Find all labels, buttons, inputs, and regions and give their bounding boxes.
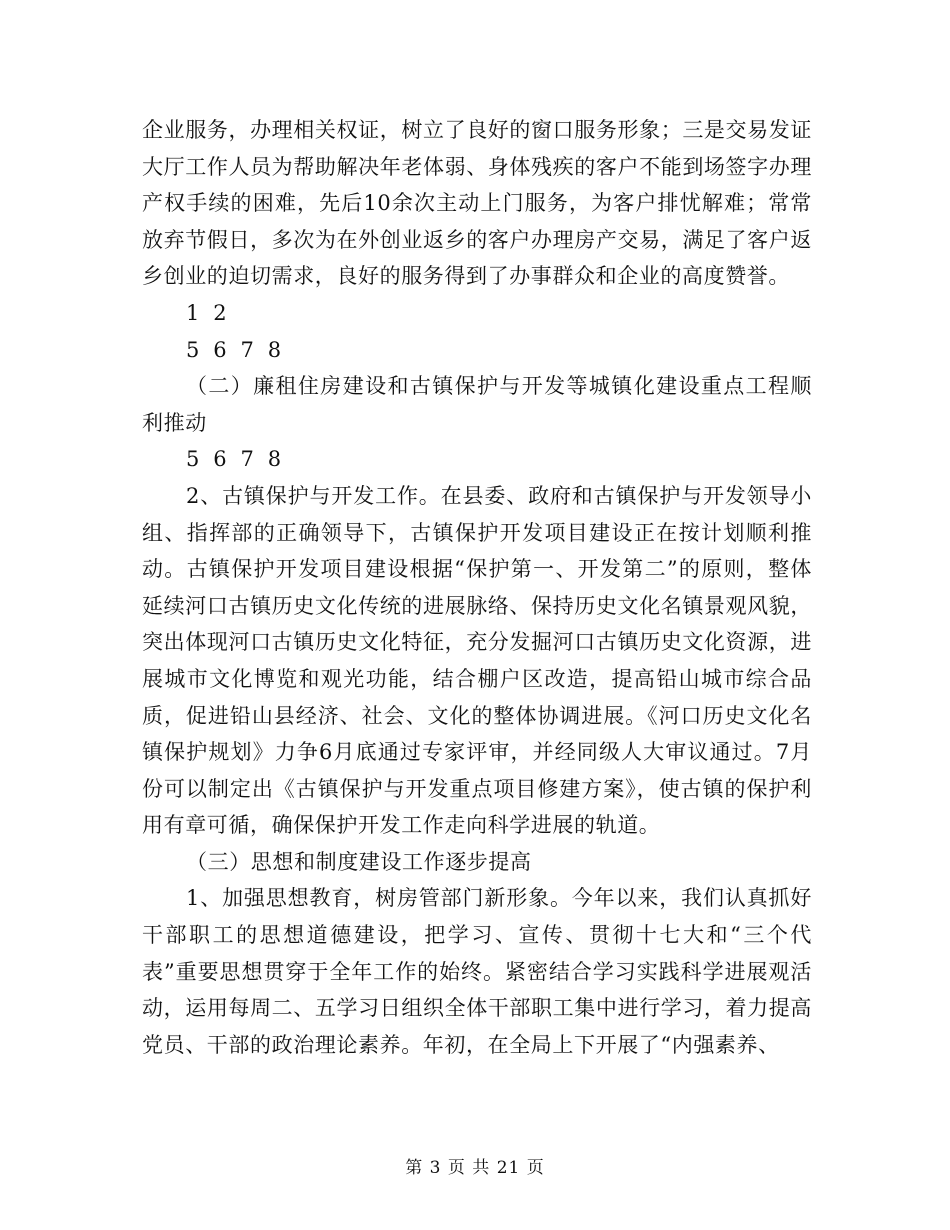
paragraph-ideology: 1、加强思想教育，树房管部门新形象。今年以来，我们认真抓好干部职工的思想道德建设，把学习、宣传、贯彻十七大和“三个代表”重要思想贯穿于全年工作的始终。紧密结合学习实践科学进展观活动，运用每周二、五学习日组织全体干部职工集中进行学习，着力提高党员、干部的政治理论素养。年初，在全局上下开展了“内强素养、 [142,886,812,1057]
document-body [142,112,812,1063]
stray-numbers-3: 5 6 7 8 [186,447,282,472]
section-heading-2: （二）廉租住房建设和古镇保护与开发等城镇化建设重点工程顺利推动 [142,374,812,435]
paragraph-old-town: 2、古镇保护与开发工作。在县委、政府和古镇保护与开发领导小组、指挥部的正确领导下，古镇保护开发项目建设正在按计划顺利推动。古镇保护开发项目建设根据“保护第一、开发第二”的原则，整体延续河口古镇历史文化传统的进展脉络、保持历史文化名镇景观风貌，突出体现河口古镇历史文化特征，充分发掘河口古镇历史文化资源，进展城市文化博览和观光功能，结合棚户区改造，提高铅山城市综合品质，促进铅山县经济、社会、文化的整体协调进展。《河口历史文化名镇保护规划》力争6月底通过专家评审，并经同级人大审议通过。7月份可以制定出《古镇保护与开发重点项目修建方案》，使古镇的保护利用有章可循，确保保护开发工作走向科学进展的轨道。 [142,483,812,838]
section-heading-3: （三）思想和制度建设工作逐步提高 [186,849,532,874]
stray-numbers-2: 5 6 7 8 [186,337,282,362]
paragraph-service: 企业服务，办理相关权证，树立了良好的窗口服务形象；三是交易发证大厅工作人员为帮助解决年老体弱、身体残疾的客户不能到场签字办理产权手续的困难，先后10余次主动上门服务，为客户排忧解难；常常放弃节假日，多次为在外创业返乡的客户办理房产交易，满足了客户返乡创业的迫切需求，良好的服务得到了办事群众和企业的高度赞誉。 [142,118,812,289]
page-number-footer: 第 3 页 共 21 页 [405,1158,545,1178]
stray-numbers-1: 1 2 [186,300,228,325]
